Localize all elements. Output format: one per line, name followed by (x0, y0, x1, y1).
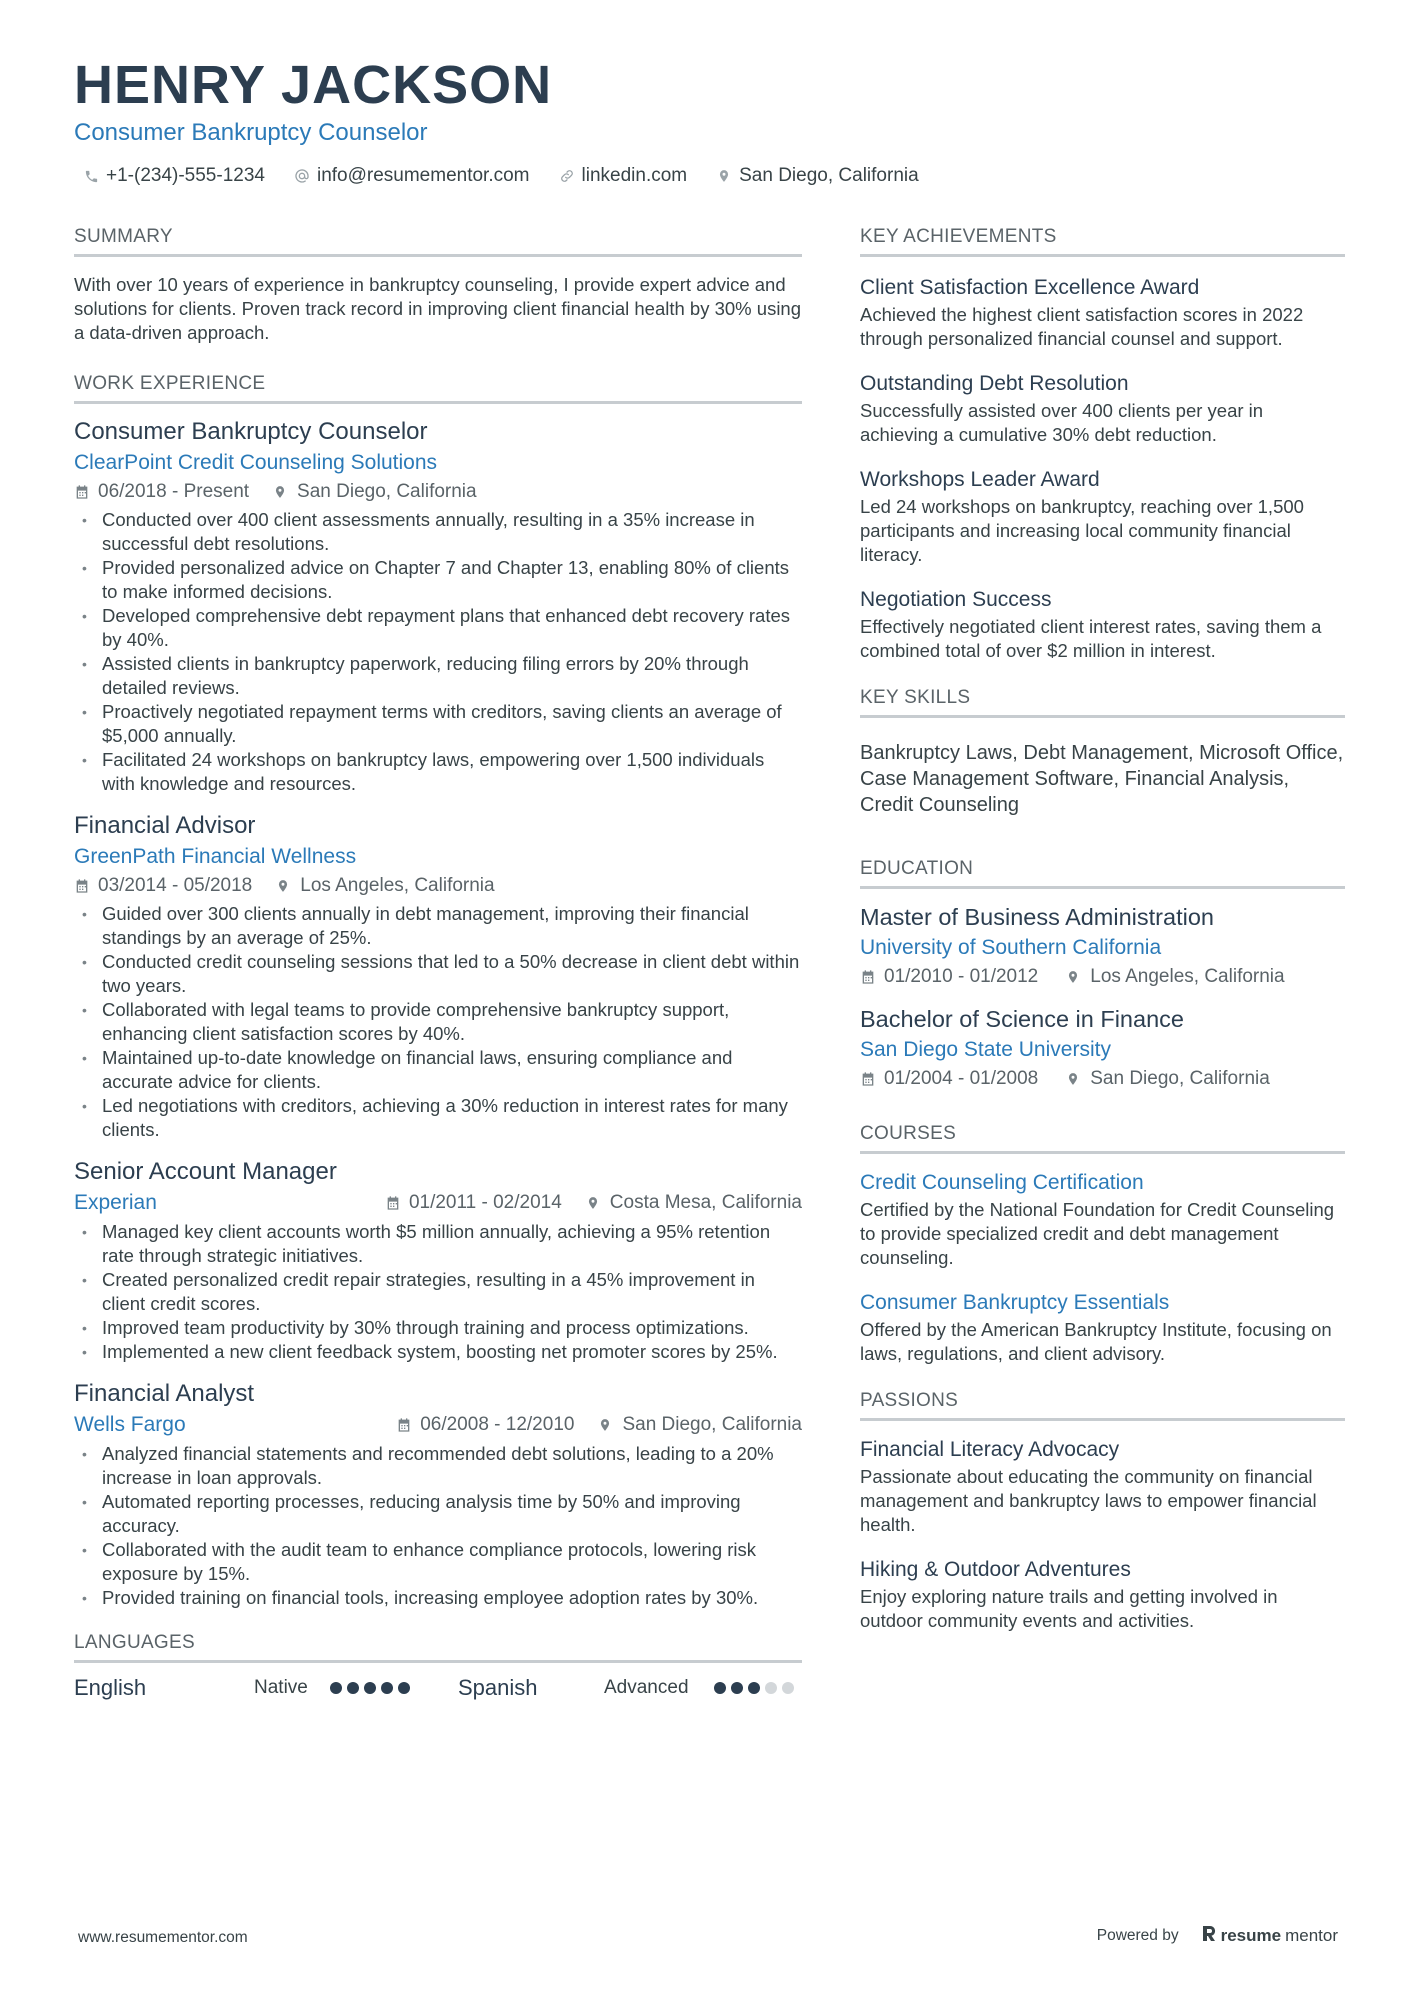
language-rating (330, 1682, 410, 1694)
job-company: Wells Fargo (74, 1413, 186, 1436)
job-bullets (74, 1220, 802, 1364)
brand-r-icon (1201, 1924, 1217, 1947)
job-location-text: Los Angeles, California (300, 875, 495, 896)
calendar-icon (385, 1195, 401, 1211)
job-title: Consumer Bankruptcy Counselor (74, 418, 428, 445)
achievement-item (860, 273, 1345, 351)
course-item (860, 1168, 1345, 1270)
footer-branding (1097, 1924, 1338, 1947)
job-meta (396, 1411, 802, 1439)
location-icon (273, 484, 289, 500)
passion-item (860, 1435, 1345, 1537)
passions-section (860, 1390, 1345, 1633)
job-dates (74, 478, 249, 506)
rating-dot-empty (782, 1682, 794, 1694)
achievement-desc: Effectively negotiated client interest rates, saving them a combined total of over $2 million in interest. (860, 616, 1322, 661)
skills-section (860, 687, 1345, 818)
rating-dot-empty (765, 1682, 777, 1694)
job-bullet: • Improved team productivity by 30% through training and process optimizations. (74, 1316, 802, 1340)
job-dates-text: 06/2008 - 12/2010 (420, 1414, 575, 1435)
languages-heading: LANGUAGES (74, 1632, 802, 1663)
education-dates-text: 01/2004 - 01/2008 (884, 1068, 1039, 1089)
job-title: Senior Account Manager (74, 1158, 337, 1185)
language-item (74, 1675, 458, 1701)
job-location-text: San Diego, California (622, 1414, 802, 1435)
job-bullet: • Managed key client accounts worth $5 million annually, achieving a 95% retention rate through strategic initiatives. (74, 1220, 802, 1268)
language-item (458, 1675, 802, 1701)
language-name: English (74, 1675, 147, 1700)
job-bullet: • Provided personalized advice on Chapter 7 and Chapter 13, enabling 80% of clients to make informed decisions. (74, 556, 802, 604)
brand-logo[interactable] (1201, 1924, 1338, 1947)
language-rating (714, 1682, 794, 1694)
job-company: ClearPoint Credit Counseling Solutions (74, 451, 438, 474)
contact-phone (82, 165, 265, 187)
calendar-icon (860, 1071, 876, 1087)
achievements-heading: KEY ACHIEVEMENTS (860, 226, 1345, 257)
job-bullet: • Conducted credit counseling sessions that led to a 50% decrease in client debt within two years. (74, 950, 802, 998)
passion-item (860, 1555, 1345, 1633)
job-bullet: • Maintained up-to-date knowledge on financial laws, ensuring compliance and accurate advice for clients. (74, 1046, 802, 1094)
contact-linkedin-text[interactable]: linkedin.com (581, 165, 688, 187)
job-entry (74, 416, 802, 796)
language-name: Spanish (458, 1675, 538, 1700)
achievement-desc: Successfully assisted over 400 clients per year in achieving a cumulative 30% debt reduction. (860, 400, 1264, 445)
passion-desc: Enjoy exploring nature trails and getting involved in outdoor community events and activities. (860, 1586, 1278, 1631)
job-company-row (74, 1188, 802, 1218)
contact-list (74, 165, 1336, 187)
passions-heading: PASSIONS (860, 1390, 1345, 1421)
rating-dot-filled (347, 1682, 359, 1694)
course-desc: Certified by the National Foundation for Credit Counseling to provide specialized credit and debt management counseling. (860, 1199, 1335, 1268)
education-meta (860, 963, 1345, 991)
job-dates (385, 1189, 562, 1217)
achievement-item (860, 369, 1345, 447)
contact-phone-text: +1-(234)-555-1234 (106, 165, 265, 187)
course-title[interactable]: Credit Counseling Certification (860, 1171, 1144, 1194)
job-location (276, 872, 494, 900)
job-bullet: • Provided training on financial tools, increasing employee adoption rates by 30%. (74, 1586, 802, 1610)
achievement-desc: Led 24 workshops on bankruptcy, reaching over 1,500 participants and increasing local community financial literacy. (860, 496, 1304, 565)
achievement-desc: Achieved the highest client satisfaction scores in 2022 through personalized financial counsel and support. (860, 304, 1304, 349)
course-desc: Offered by the American Bankruptcy Institute, focusing on laws, regulations, and client advisory. (860, 1319, 1332, 1364)
job-bullets (74, 902, 802, 1142)
job-bullet: • Facilitated 24 workshops on bankruptcy laws, empowering over 1,500 individuals with knowledge and resources. (74, 748, 802, 796)
language-level: Advanced (604, 1677, 689, 1698)
right-column (860, 226, 1345, 1661)
language-list (74, 1675, 802, 1701)
rating-dot-filled (381, 1682, 393, 1694)
summary-section (74, 226, 802, 345)
education-item (860, 1003, 1345, 1093)
contact-linkedin[interactable] (558, 165, 688, 187)
job-entry (74, 810, 802, 1142)
job-bullet: • Implemented a new client feedback system, boosting net promoter scores by 25%. (74, 1340, 802, 1364)
achievement-item (860, 585, 1345, 663)
job-bullet: • Led negotiations with creditors, achieving a 30% reduction in interest rates for many clients. (74, 1094, 802, 1142)
job-meta (385, 1189, 802, 1217)
location-icon (1066, 1071, 1082, 1087)
education-meta (860, 1065, 1345, 1093)
rating-dot-filled (330, 1682, 342, 1694)
job-entry (74, 1378, 802, 1610)
at-icon (293, 167, 311, 185)
course-title[interactable]: Consumer Bankruptcy Essentials (860, 1291, 1170, 1314)
left-column (74, 226, 802, 1729)
education-item (860, 901, 1345, 991)
job-dates-text: 03/2014 - 05/2018 (98, 875, 253, 896)
experience-heading: WORK EXPERIENCE (74, 373, 802, 404)
education-location (1066, 1065, 1270, 1093)
education-dates (860, 963, 1038, 991)
candidate-title: Consumer Bankruptcy Counselor (74, 119, 428, 147)
job-bullet: • Collaborated with the audit team to enhance compliance protocols, lowering risk exposure by 15%. (74, 1538, 802, 1586)
education-school: San Diego State University (860, 1038, 1111, 1061)
contact-location-text: San Diego, California (739, 165, 919, 187)
education-section (860, 858, 1345, 1093)
courses-section (860, 1123, 1345, 1366)
education-school: University of Southern California (860, 936, 1162, 959)
rating-dot-filled (364, 1682, 376, 1694)
job-location-text: Costa Mesa, California (609, 1192, 802, 1213)
education-location (1066, 963, 1284, 991)
contact-email[interactable] (293, 165, 530, 187)
job-company: GreenPath Financial Wellness (74, 845, 357, 868)
achievement-title: Workshops Leader Award (860, 468, 1100, 491)
calendar-icon (74, 484, 90, 500)
job-company-row (74, 1410, 802, 1440)
passion-title: Hiking & Outdoor Adventures (860, 1558, 1131, 1581)
job-bullets (74, 1442, 802, 1610)
job-location (598, 1411, 802, 1439)
language-level: Native (254, 1677, 308, 1698)
job-bullet: • Assisted clients in bankruptcy paperwork, reducing filing errors by 20% through detailed reviews. (74, 652, 802, 700)
link-icon (558, 167, 576, 185)
achievement-item (860, 465, 1345, 567)
job-dates (396, 1411, 574, 1439)
resume-header (74, 56, 1336, 187)
phone-icon (82, 167, 100, 185)
achievements-section (860, 226, 1345, 663)
job-bullet: • Proactively negotiated repayment terms with creditors, saving clients an average of $5,000 annually. (74, 700, 802, 748)
job-bullet: • Developed comprehensive debt repayment plans that enhanced debt recovery rates by 40%. (74, 604, 802, 652)
courses-heading: COURSES (860, 1123, 1345, 1154)
education-dates (860, 1065, 1038, 1093)
job-location-text: San Diego, California (297, 481, 477, 502)
experience-section (74, 373, 802, 1610)
job-meta (74, 478, 802, 506)
achievement-title: Outstanding Debt Resolution (860, 372, 1129, 395)
job-title: Financial Advisor (74, 812, 256, 839)
summary-heading: SUMMARY (74, 226, 802, 257)
job-company: Experian (74, 1191, 157, 1214)
calendar-icon (396, 1417, 412, 1433)
education-dates-text: 01/2010 - 01/2012 (884, 966, 1039, 987)
achievement-title: Client Satisfaction Excellence Award (860, 276, 1200, 299)
summary-text: With over 10 years of experience in bankruptcy counseling, I provide expert advice and solutions for clients. Proven track record in improving client financial health by 30% using a data-driven approach. (74, 274, 802, 343)
job-dates-text: 06/2018 - Present (98, 481, 250, 502)
passion-title: Financial Literacy Advocacy (860, 1438, 1120, 1461)
job-bullet: • Collaborated with legal teams to provide comprehensive bankruptcy support, enhancing client satisfaction scores by 40%. (74, 998, 802, 1046)
job-location (586, 1189, 802, 1217)
job-dates (74, 872, 252, 900)
rating-dot-filled (714, 1682, 726, 1694)
education-degree: Master of Business Administration (860, 904, 1214, 930)
education-degree: Bachelor of Science in Finance (860, 1006, 1184, 1032)
education-location-text: San Diego, California (1090, 1068, 1270, 1089)
job-bullet: • Conducted over 400 client assessments annually, resulting in a 35% increase in successful debt resolutions. (74, 508, 802, 556)
job-entry (74, 1156, 802, 1364)
skills-heading: KEY SKILLS (860, 687, 1345, 718)
passion-desc: Passionate about educating the community on financial management and bankruptcy laws to empower financial health. (860, 1466, 1317, 1535)
skills-text: Bankruptcy Laws, Debt Management, Microsoft Office, Case Management Software, Financial Analysis, Credit Counseling (860, 742, 1344, 816)
job-bullets (74, 508, 802, 796)
rating-dot-filled (398, 1682, 410, 1694)
course-item (860, 1288, 1345, 1366)
job-bullet: • Guided over 300 clients annually in debt management, improving their financial standings by an average of 25%. (74, 902, 802, 950)
education-heading: EDUCATION (860, 858, 1345, 889)
brand-name-light: mentor (1285, 1925, 1338, 1945)
calendar-icon (860, 969, 876, 985)
job-bullet: • Automated reporting processes, reducing analysis time by 50% and improving accuracy. (74, 1490, 802, 1538)
location-icon (715, 167, 733, 185)
job-title: Financial Analyst (74, 1380, 255, 1407)
education-location-text: Los Angeles, California (1090, 966, 1285, 987)
job-dates-text: 01/2011 - 02/2014 (408, 1192, 562, 1213)
rating-dot-filled (731, 1682, 743, 1694)
brand-name-bold: resume (1220, 1925, 1282, 1945)
job-location (273, 478, 477, 506)
calendar-icon (74, 878, 90, 894)
contact-location (715, 165, 919, 187)
powered-by-label: Powered by (1096, 1926, 1179, 1944)
location-icon (586, 1195, 602, 1211)
location-icon (276, 878, 292, 894)
location-icon (598, 1417, 614, 1433)
location-icon (1066, 969, 1082, 985)
footer-website[interactable]: www.resumementor.com (78, 1929, 248, 1946)
languages-section (74, 1632, 802, 1701)
job-bullet: • Created personalized credit repair strategies, resulting in a 45% improvement in client credit scores. (74, 1268, 802, 1316)
candidate-name: HENRY JACKSON (74, 55, 553, 115)
job-meta (74, 872, 802, 900)
contact-email-text[interactable]: info@resumementor.com (316, 165, 530, 187)
rating-dot-filled (748, 1682, 760, 1694)
job-bullet: • Analyzed financial statements and recommended debt solutions, leading to a 20% increase in loan approvals. (74, 1442, 802, 1490)
achievement-title: Negotiation Success (860, 588, 1052, 611)
